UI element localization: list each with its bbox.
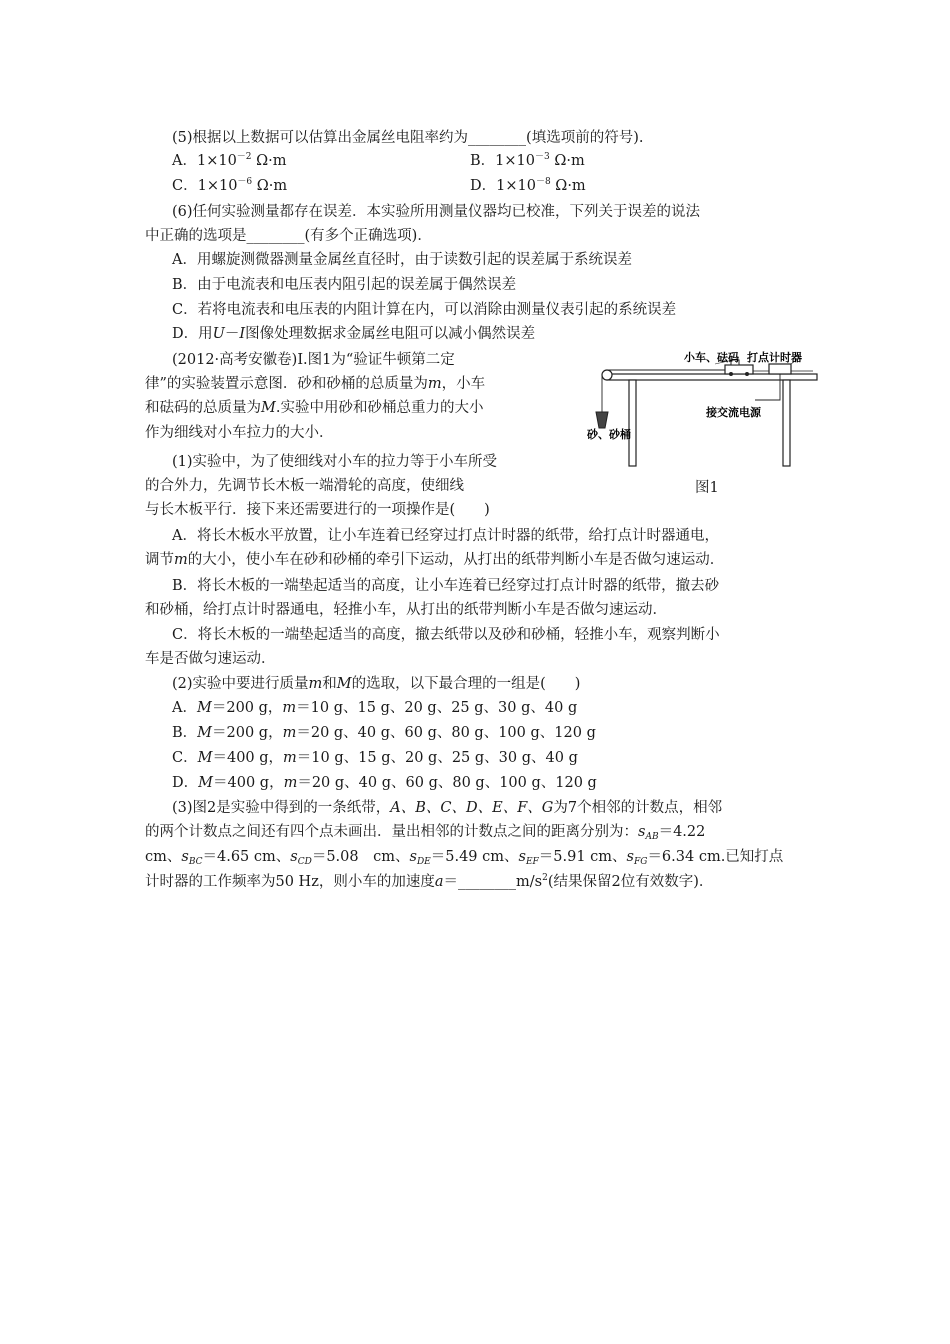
figure-caption: 图1 <box>695 480 719 496</box>
p1-option-c-line2: 车是否做匀速运动． <box>145 651 276 667</box>
label-timer: 打点计时器 <box>747 351 802 364</box>
q5-option-d: D．$1\times 10^{-8}$ Ω·m <box>470 177 586 194</box>
q6-option-d: D．用U－I图像处理数据求金属丝电阻可以减小偶然误差 <box>172 326 536 342</box>
cart-wheel-front <box>729 372 733 376</box>
p2-stem: (2)实验中要进行质量m和M的选取，以下最合理的一组是( ) <box>172 676 581 692</box>
anhui-intro-line1: (2012·高考安徽卷)Ⅰ.图1为“验证牛顿第二定 <box>172 352 455 368</box>
long-board <box>607 374 817 380</box>
q5-option-c: C．$1\times 10^{-6}$ Ω·m <box>172 177 288 194</box>
anhui-intro-line3: 和砝码的总质量为M.实验中用砂和砂桶总重力的大小 <box>145 400 484 416</box>
p1-option-b-line1: B．将长木板的一端垫起适当的高度，让小车连着已经穿过打点计时器的纸带，撤去砂 <box>172 578 720 594</box>
table-leg-right <box>783 380 790 466</box>
label-cart: 小车、砝码 <box>684 351 739 364</box>
q5-option-a: A．$1\times 10^{-2}$ Ω·m <box>172 152 287 169</box>
p3-line3: cm、$s_{BC}=4.65$ cm、$s_{CD}=5.08$ cm、$s_{DE}=5.49$ cm、$s_{EF}=5.91$ cm、$s_{FG}=6.34$ cm.已知打点 <box>145 849 784 867</box>
p1-option-a-line2: 调节m的大小，使小车在砂和砂桶的牵引下运动，从打出的纸带判断小车是否做匀速运动． <box>145 552 725 568</box>
table-leg-left <box>629 380 636 466</box>
p1-option-a-line1: A．将长木板水平放置，让小车连着已经穿过打点计时器的纸带，给打点计时器通电， <box>172 528 719 544</box>
anhui-intro-line4: 作为细线对小车拉力的大小． <box>145 425 334 441</box>
q6-option-b: B．由于电流表和电压表内阻引起的误差属于偶然误差 <box>172 277 517 293</box>
p2-option-d: D．M＝400 g，m＝20 g、40 g、60 g、80 g、100 g、120 g <box>172 775 597 791</box>
label-sand: 砂、砂桶 <box>587 428 631 441</box>
p1-stem-line1: (1)实验中，为了使细线对小车的拉力等于小车所受 <box>172 454 498 470</box>
pulley <box>602 370 612 380</box>
q6-stem-line1: (6)任何实验测量都存在误差．本实验所用测量仪器均已校准，下列关于误差的说法 <box>172 204 701 220</box>
q5-option-b: B．$1\times 10^{-3}$ Ω·m <box>470 152 585 169</box>
p3-line4: 计时器的工作频率为50 Hz，则小车的加速度$a=\_\_\_\_\_\_\_\_m/s^2$(结果保留2位有效数字)． <box>145 873 714 890</box>
q6-stem-line2: 中正确的选项是________(有多个正确选项)． <box>145 228 432 244</box>
cart <box>725 365 753 374</box>
label-power: 接交流电源 <box>706 406 761 419</box>
dot-timer <box>769 364 791 374</box>
q5-stem: (5)根据以上数据可以估算出金属丝电阻率约为________(填选项前的符号). <box>172 130 644 146</box>
p1-stem-line2: 的合外力，先调节长木板一端滑轮的高度，使细线 <box>145 478 464 494</box>
experiment-apparatus-figure <box>585 350 825 470</box>
p3-line1: (3)图2是实验中得到的一条纸带，A、B、C、D、E、F、G为7个相邻的计数点，相邻 <box>172 800 723 816</box>
p1-option-b-line2: 和砂桶，给打点计时器通电，轻推小车，从打出的纸带判断小车是否做匀速运动． <box>145 602 667 618</box>
q6-option-c: C．若将电流表和电压表的内阻计算在内，可以消除由测量仪表引起的系统误差 <box>172 302 677 318</box>
p2-option-b: B．M＝200 g，m＝20 g、40 g、60 g、80 g、100 g、120 g <box>172 725 596 741</box>
p1-stem-line3: 与长木板平行．接下来还需要进行的一项操作是( ) <box>145 502 490 518</box>
anhui-intro-line2: 律”的实验装置示意图．砂和砂桶的总质量为m，小车 <box>145 376 486 392</box>
p1-option-c-line1: C．将长木板的一端垫起适当的高度，撤去纸带以及砂和砂桶，轻推小车，观察判断小 <box>172 627 720 643</box>
q6-option-a: A．用螺旋测微器测量金属丝直径时，由于读数引起的误差属于系统误差 <box>172 252 632 268</box>
cart-wheel-back <box>745 372 749 376</box>
p2-option-c: C．M＝400 g，m＝10 g、15 g、20 g、25 g、30 g、40 g <box>172 750 578 766</box>
p2-option-a: A．M＝200 g，m＝10 g、15 g、20 g、25 g、30 g、40 g <box>172 700 578 716</box>
p3-line2: 的两个计数点之间还有四个点未画出．量出相邻的计数点之间的距离分别为：$s_{AB}=4.22$ <box>145 824 706 842</box>
sand-bucket <box>596 412 608 428</box>
